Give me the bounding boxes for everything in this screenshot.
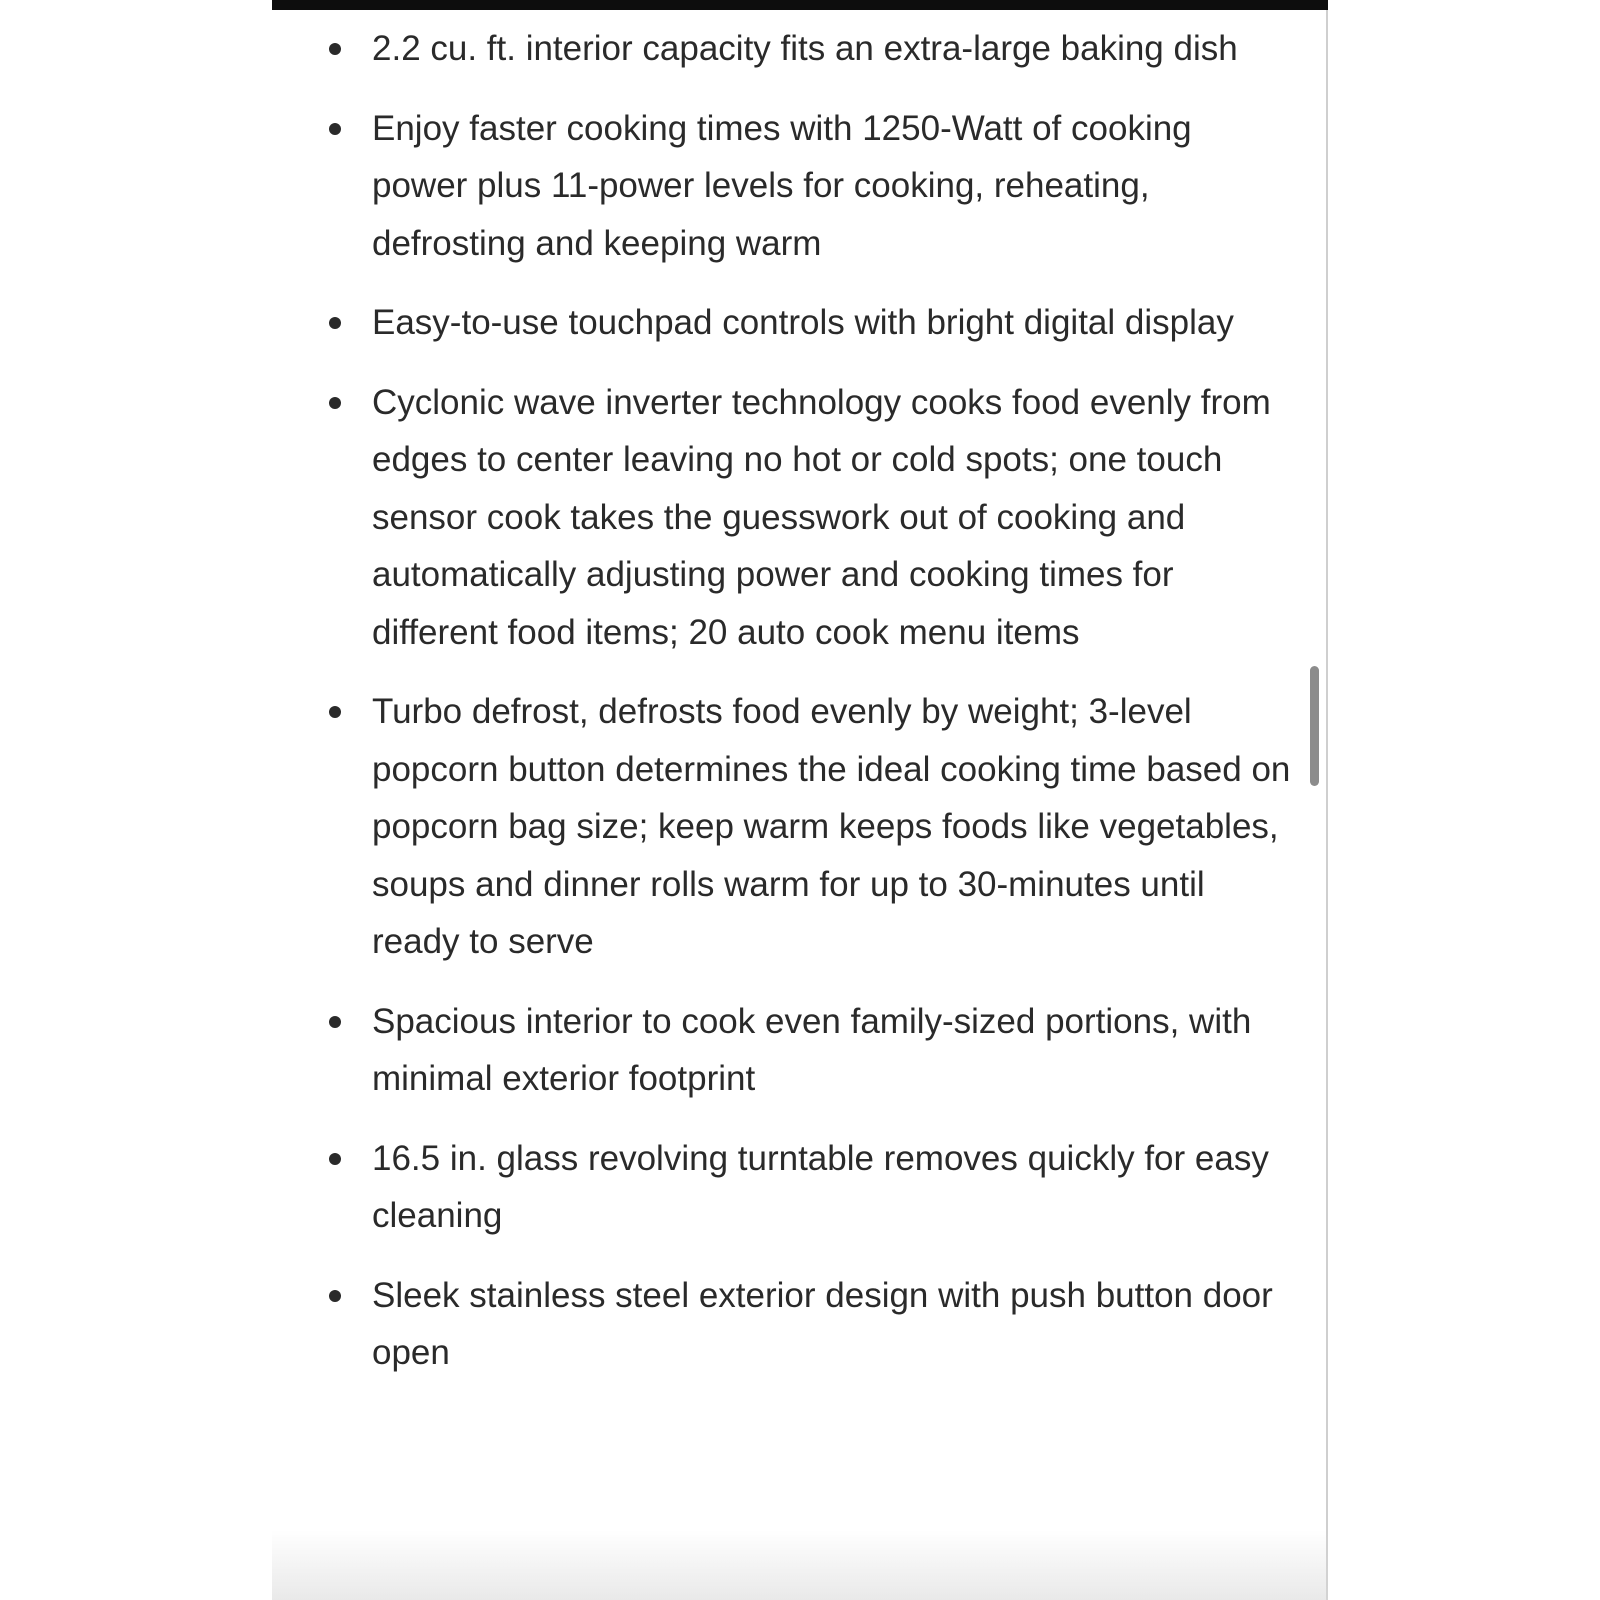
list-item: [272, 683, 1291, 971]
feature-text: 16.5 in. glass revolving turntable removes quickly for easy cleaning: [372, 1138, 1269, 1235]
list-item: [272, 374, 1272, 662]
list-item: [272, 1130, 1272, 1245]
bullet-icon: [329, 1153, 341, 1165]
top-bar: [272, 0, 1328, 10]
scrollbar-thumb[interactable]: [1310, 666, 1319, 786]
feature-list: [272, 20, 1291, 1404]
list-item: [272, 1267, 1272, 1382]
feature-text: Cyclonic wave inverter technology cooks food evenly from edges to center leaving no hot or cold spots; one touch sensor cook takes the guesswork out of cooking and automatically adjusting power and cooking times for different food items; 20 auto cook menu items: [372, 382, 1271, 652]
feature-text: Sleek stainless steel exterior design with push button door open: [372, 1275, 1273, 1372]
bullet-icon: [329, 123, 341, 135]
list-item: [272, 100, 1272, 273]
bullet-icon: [329, 1290, 341, 1302]
list-item: [272, 294, 1272, 352]
bullet-icon: [329, 397, 341, 409]
feature-text: Spacious interior to cook even family-sized portions, with minimal exterior footprint: [372, 1001, 1252, 1098]
bullet-icon: [329, 706, 341, 718]
feature-text: 2.2 cu. ft. interior capacity fits an extra-large baking dish: [372, 29, 1238, 68]
bullet-icon: [329, 317, 341, 329]
feature-text: Enjoy faster cooking times with 1250-Watt of cooking power plus 11-power levels for cooking, reheating, defrosting and keeping warm: [372, 108, 1192, 263]
feature-text: Easy-to-use touchpad controls with bright digital display: [372, 303, 1234, 342]
bullet-icon: [329, 1016, 341, 1028]
right-border: [1326, 10, 1328, 1600]
bullet-icon: [329, 43, 341, 55]
feature-text: Turbo defrost, defrosts food evenly by weight; 3-level popcorn button determines the ideal cooking time based on popcorn bag size; keep warm keeps foods like vegetables, soups and dinner rolls warm for up to 30-minutes until ready to serve: [372, 692, 1291, 961]
list-item: [272, 993, 1272, 1108]
bottom-fade: [272, 1530, 1328, 1600]
product-features-page[interactable]: [272, 0, 1328, 1600]
list-item: [272, 20, 1272, 78]
